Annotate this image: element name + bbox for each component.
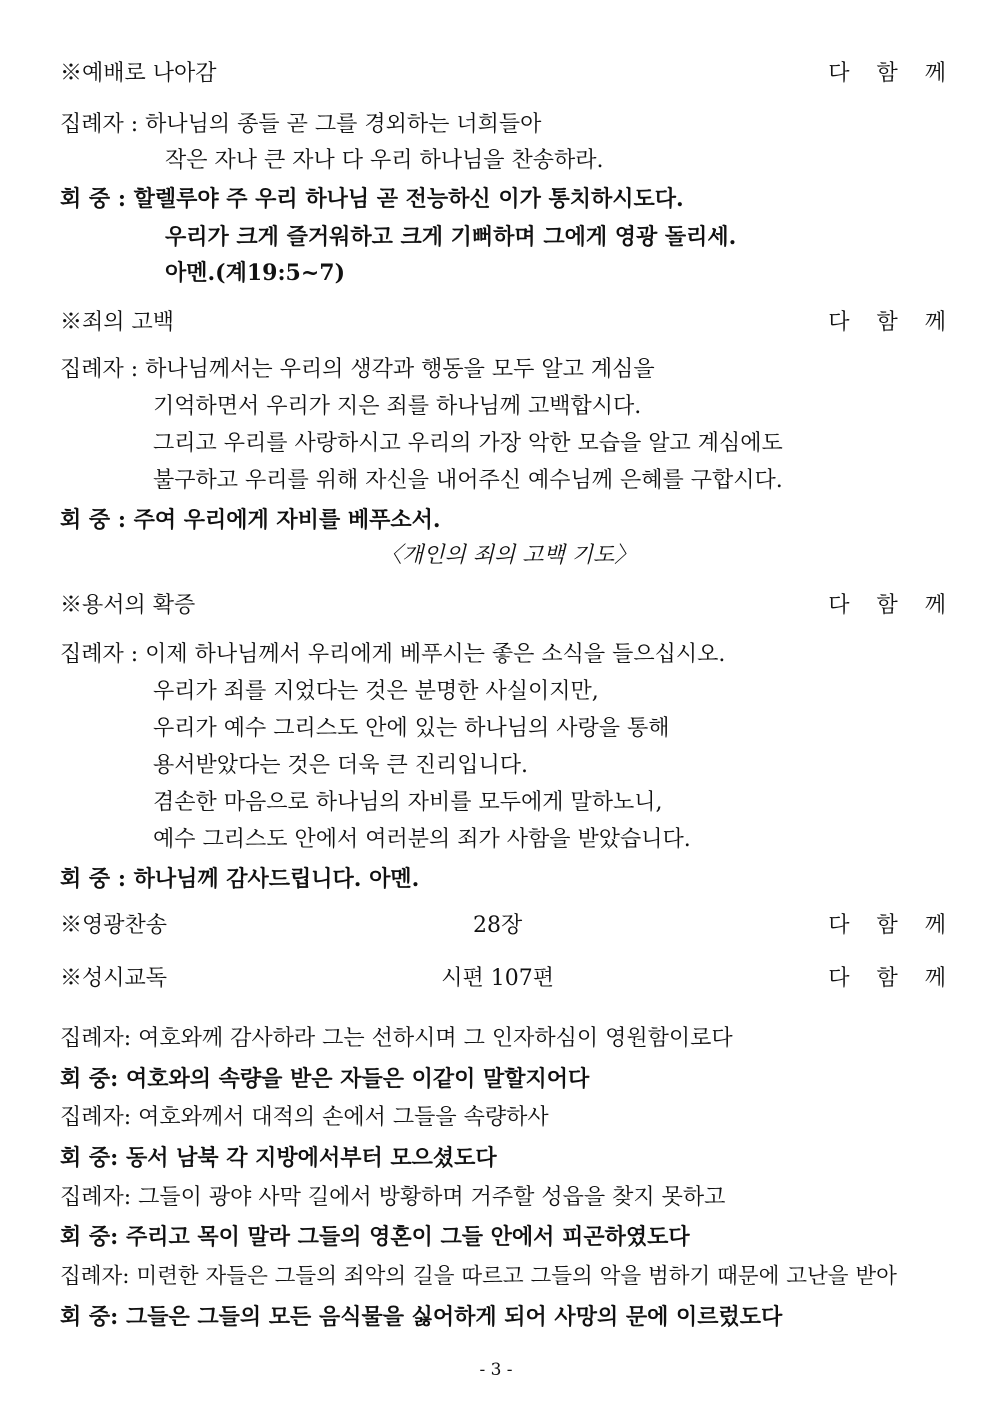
section-title: ※영광찬송 [60, 913, 168, 938]
leader-line: 집례자 : 하나님께서는 우리의 생각과 행동을 모두 알고 계심을 [60, 357, 655, 382]
leader-line: 집례자 : 이제 하나님께서 우리에게 베푸시는 좋은 소식을 들으십시오. [60, 642, 726, 667]
congregation-line: 회 중: 그들은 그들의 모든 음식물을 싫어하게 되어 사망의 문에 이르렀도다 [60, 1304, 783, 1330]
leader-line-cont: 용서받았다는 것은 더욱 큰 진리입니다. [153, 753, 528, 778]
congregation-line: 회 중: 여호와의 속량을 받은 자들은 이같이 말할지어다 [60, 1066, 590, 1092]
congregation-line: 회 중 : 주여 우리에게 자비를 베푸소서. [60, 507, 441, 533]
participant-label: 다 함 께 [828, 61, 956, 86]
dot-leader [540, 911, 810, 941]
participant-label: 다 함 께 [828, 593, 956, 618]
participant-label: 다 함 께 [828, 310, 956, 335]
leader-line-cont: 작은 자나 큰 자나 다 우리 하나님을 찬송하라. [165, 148, 604, 173]
section-header-confession [60, 308, 956, 338]
section-header-assurance [60, 591, 956, 621]
congregation-line-cont: 우리가 크게 즐거워하고 크게 기뻐하며 그에게 영광 돌리세. [165, 224, 737, 250]
section-title: ※죄의 고백 [60, 310, 175, 335]
dot-leader [192, 308, 810, 338]
section-title: ※예배로 나아감 [60, 61, 217, 86]
psalm-reference: 시편 107편 [441, 966, 555, 991]
leader-line-cont: 그리고 우리를 사랑하시고 우리의 가장 악한 모습을 알고 계심에도 [153, 431, 783, 456]
leader-line-cont: 겸손한 마음으로 하나님의 자비를 모두에게 말하노니, [153, 790, 663, 815]
leader-line-cont: 우리가 죄를 지었다는 것은 분명한 사실이지만, [153, 679, 599, 704]
participant-label: 다 함 께 [828, 966, 957, 991]
congregation-line: 회 중 : 할렐루야 주 우리 하나님 곧 전능하신 이가 통치하시도다. [60, 186, 684, 212]
leader-line: 집례자: 그들이 광야 사막 길에서 방황하며 거주할 성읍을 찾지 못하고 [60, 1185, 726, 1210]
participant-label: 다 함 께 [828, 913, 957, 938]
congregation-line: 회 중 : 하나님께 감사드립니다. 아멘. [60, 866, 420, 892]
congregation-line: 회 중: 동서 남북 각 지방에서부터 모으셨도다 [60, 1145, 497, 1171]
congregation-line: 회 중: 주리고 목이 말라 그들의 영혼이 그들 안에서 피곤하였도다 [60, 1224, 690, 1250]
leader-line: 집례자: 여호와께 감사하라 그는 선하시며 그 인자하심이 영원함이로다 [60, 1026, 733, 1051]
leader-line: 집례자: 여호와께서 대적의 손에서 그들을 속량하사 [60, 1105, 549, 1130]
leader-line-cont: 불구하고 우리를 위해 자신을 내어주신 예수님께 은혜를 구합시다. [153, 468, 783, 493]
dot-leader [213, 591, 810, 621]
leader-line: 집례자: 미련한 자들은 그들의 죄악의 길을 따르고 그들의 악을 범하기 때문에 고난을 받아 [60, 1264, 897, 1289]
page-number: - 3 - [479, 1360, 513, 1380]
section-header-glory-hymn [60, 911, 957, 941]
dot-leader [185, 964, 423, 994]
hymn-number: 28장 [473, 913, 523, 938]
leader-line-cont: 기억하면서 우리가 지은 죄를 하나님께 고백합시다. [153, 394, 642, 419]
dot-leader [185, 911, 455, 941]
section-header-worship-entry [60, 59, 956, 89]
leader-line-cont: 예수 그리스도 안에서 여러분의 죄가 사함을 받았습니다. [153, 827, 691, 852]
section-title: ※성시교독 [60, 966, 168, 991]
dot-leader [235, 59, 811, 89]
scripture-reference: 아멘.(계19:5~7) [165, 260, 346, 286]
dot-leader [572, 964, 810, 994]
prayer-note: 〈개인의 죄의 고백 기도〉 [380, 543, 637, 568]
section-title: ※용서의 확증 [60, 593, 196, 618]
leader-line-cont: 우리가 예수 그리스도 안에 있는 하나님의 사랑을 통해 [153, 716, 670, 741]
section-header-responsive-reading [60, 964, 957, 994]
leader-line: 집례자 : 하나님의 종들 곧 그를 경외하는 너희들아 [60, 112, 542, 137]
